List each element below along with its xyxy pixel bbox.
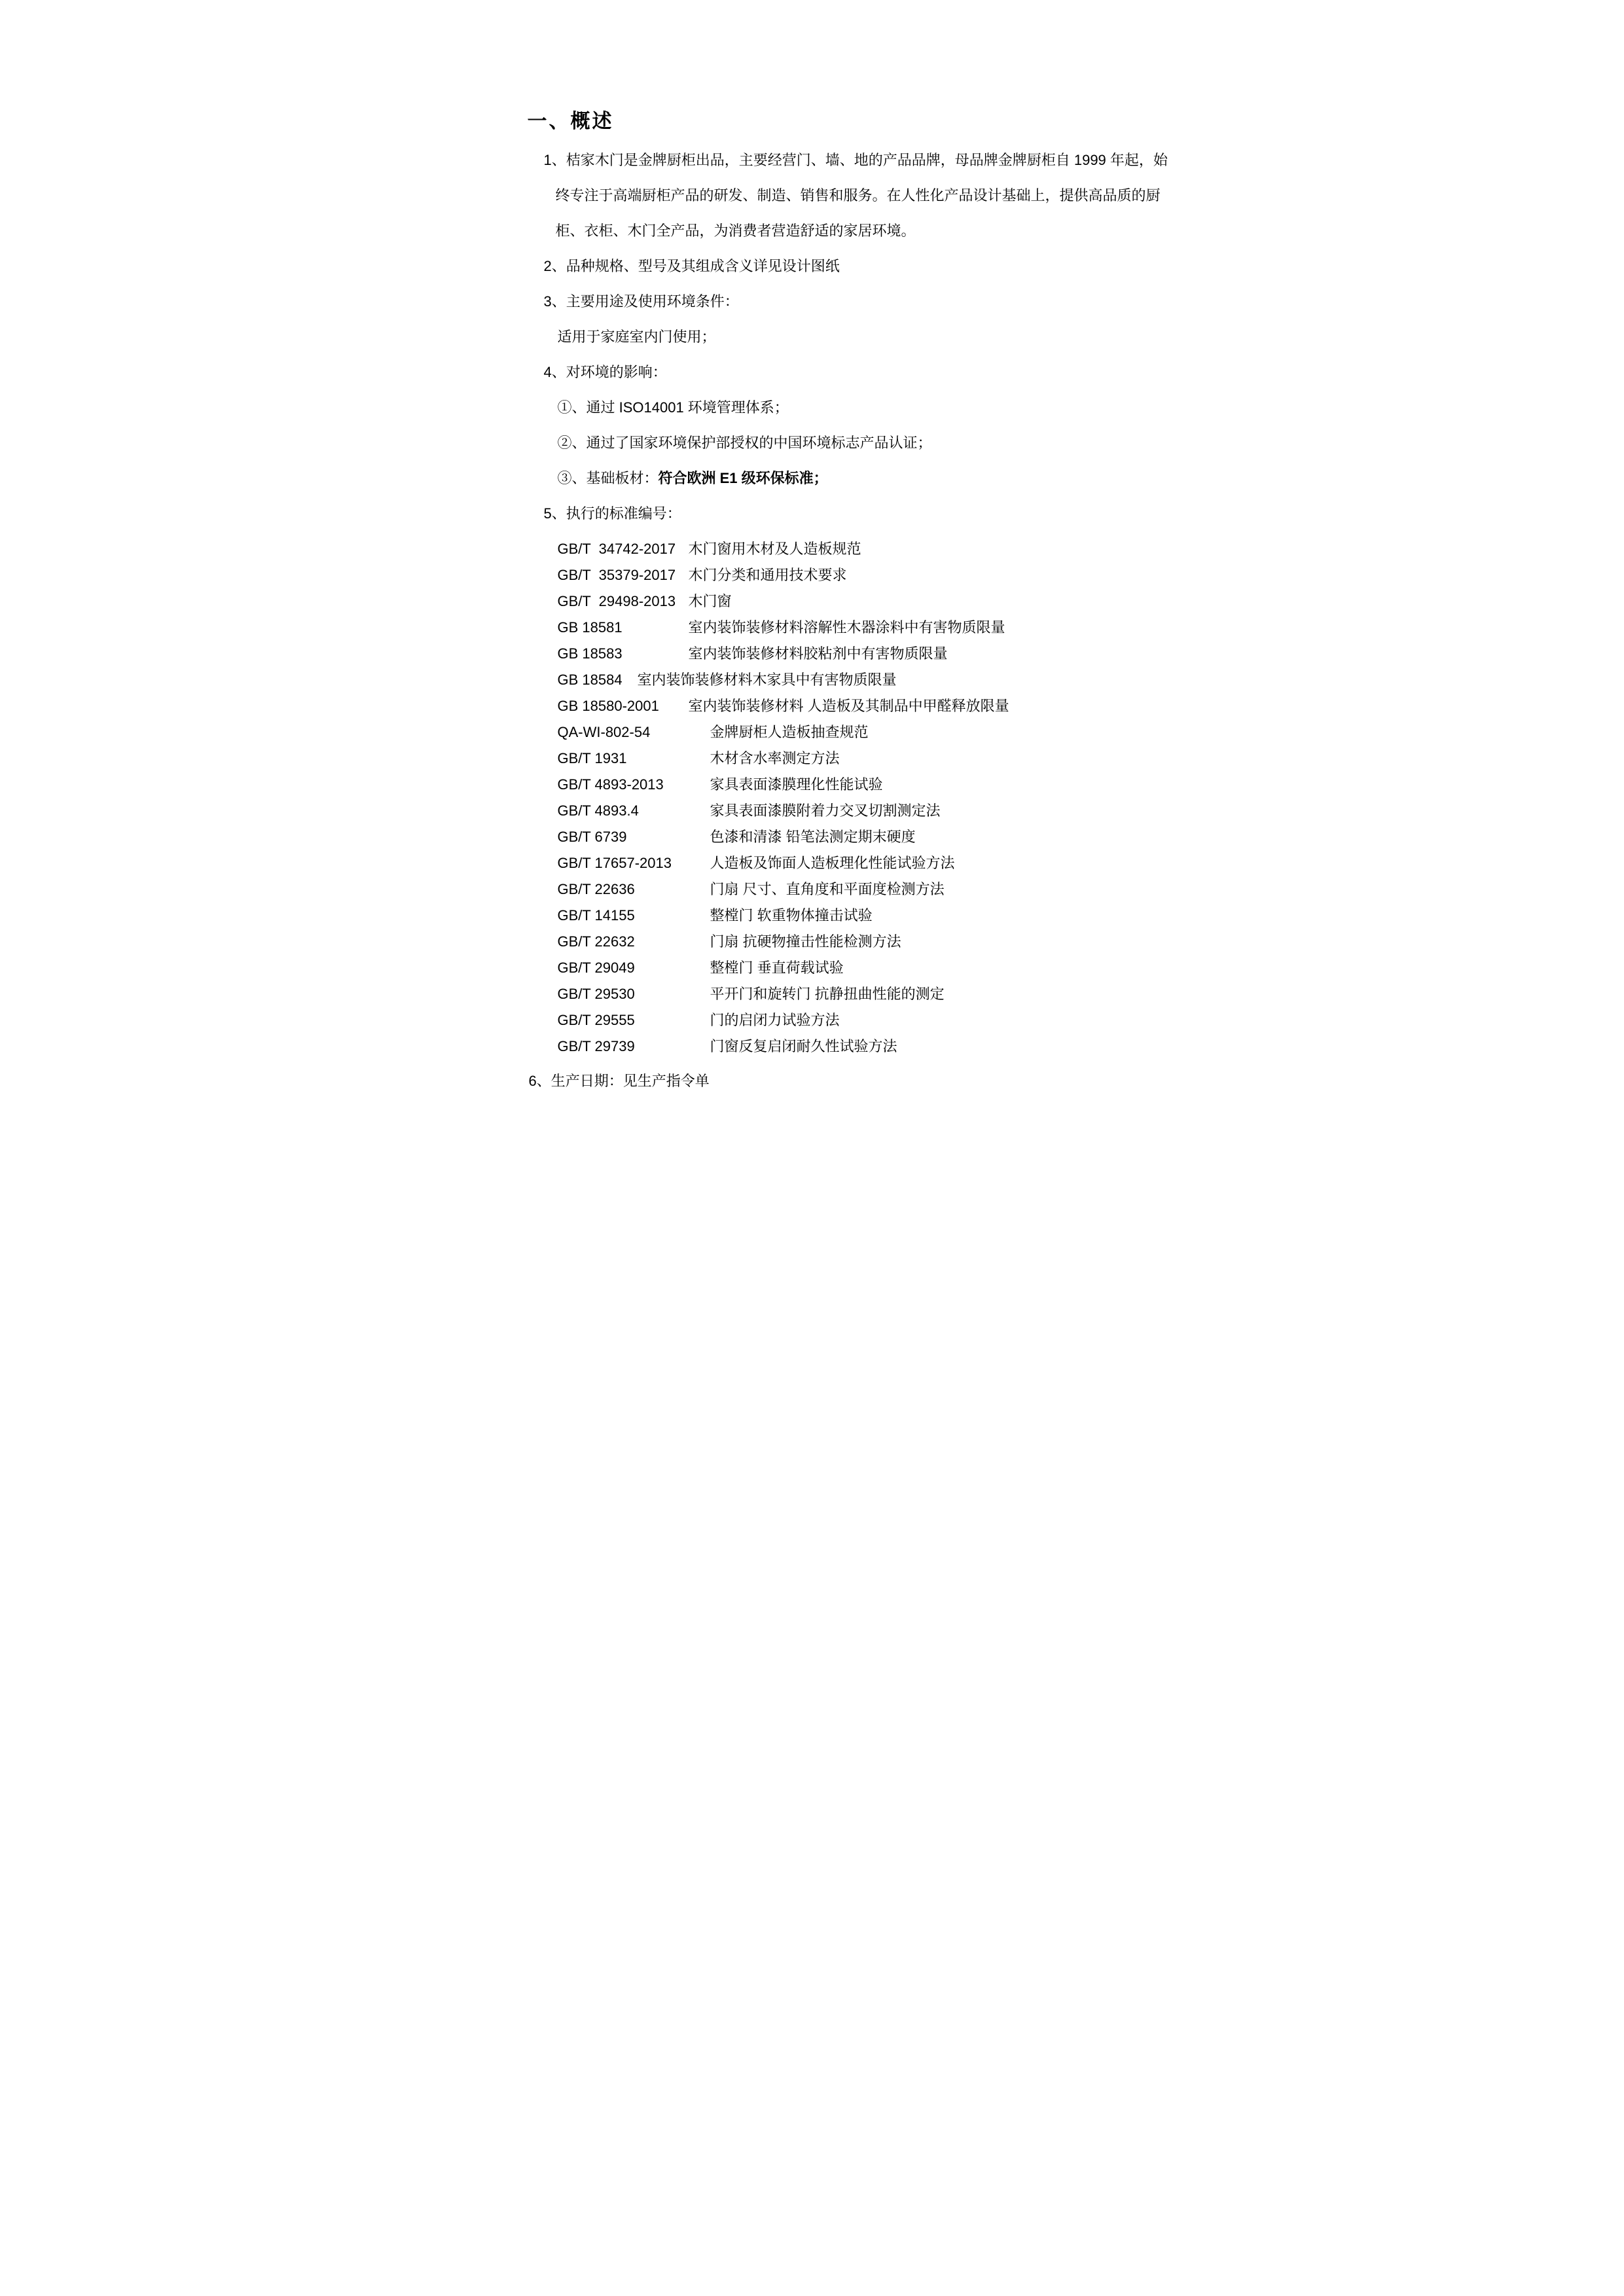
standards-list — [558, 536, 1218, 1060]
item-2: 2、品种规格、型号及其组成含义详见设计图纸 — [543, 258, 840, 274]
standard-code: GB/T 34742-2017 — [557, 541, 676, 557]
standard-name: 室内装饰装修材料 人造板及其制品中甲醛释放限量 — [688, 698, 1009, 714]
standard-name: 室内装饰装修材料溶解性木器涂料中有害物质限量 — [688, 619, 1005, 636]
standard-code: QA-WI-802-54 — [557, 724, 651, 740]
standard-row — [558, 588, 1218, 615]
standard-row — [558, 850, 1218, 876]
standard-name: 人造板及饰面人造板理化性能试验方法 — [710, 855, 955, 871]
standard-code: GB/T 22632 — [557, 933, 635, 950]
item-4-sub-3-prefix: ③、基础板材： — [557, 470, 659, 486]
item-4-sub-3-bold-text: 符合欧洲 E1 级环保标准； — [658, 470, 828, 486]
standard-name: 木门窗 — [688, 593, 732, 609]
standard-code: GB/T 29530 — [557, 986, 635, 1002]
standard-name: 门扇 尺寸、直角度和平面度检测方法 — [710, 881, 945, 897]
standard-name: 木门窗用木材及人造板规范 — [688, 541, 861, 557]
standard-name: 室内装饰装修材料木家具中有害物质限量 — [637, 672, 897, 688]
standard-code: GB/T 29555 — [557, 1012, 635, 1028]
standard-name: 整樘门 软重物体撞击试验 — [710, 907, 873, 924]
item-1-line-3: 柜、衣柜、木门全产品，为消费者营造舒适的家居环境。 — [555, 223, 916, 239]
standard-name: 家具表面漆膜附着力交叉切割测定法 — [710, 802, 941, 819]
standard-row — [558, 772, 1218, 798]
item-1-line-2: 终专注于高端厨柜产品的研发、制造、销售和服务。在人性化产品设计基础上，提供高品质的厨 — [555, 187, 1161, 204]
paragraph-item-1 — [543, 143, 1218, 249]
standard-row — [558, 929, 1218, 955]
item-4-sub-1: ①、通过 ISO14001 环境管理体系； — [557, 399, 789, 416]
standard-row — [558, 562, 1218, 588]
standard-code: GB/T 29049 — [557, 960, 635, 976]
standard-name: 门窗反复启闭耐久性试验方法 — [710, 1038, 897, 1054]
standard-row — [558, 798, 1218, 824]
standard-code: GB/T 4893-2013 — [557, 776, 664, 793]
item-4-sub-3 — [558, 461, 1218, 496]
standard-code: GB/T 6739 — [557, 829, 627, 845]
standard-name: 门扇 抗硬物撞击性能检测方法 — [710, 933, 901, 950]
standard-code: GB/T 14155 — [557, 907, 635, 924]
standard-row — [558, 719, 1218, 745]
standard-name: 木材含水率测定方法 — [710, 750, 840, 766]
item-4-sub-2: ②、通过了国家环境保护部授权的中国环境标志产品认证； — [557, 435, 932, 451]
standard-name: 门的启闭力试验方法 — [710, 1012, 840, 1028]
standard-name: 家具表面漆膜理化性能试验 — [710, 776, 883, 793]
standard-row — [558, 1007, 1218, 1033]
standard-row — [558, 536, 1218, 562]
standard-row — [558, 955, 1218, 981]
standard-row — [558, 693, 1218, 719]
item-3: 3、主要用途及使用环境条件： — [543, 293, 739, 310]
standard-code: GB/T 1931 — [557, 750, 627, 766]
standard-name: 整樘门 垂直荷载试验 — [710, 960, 844, 976]
standard-row — [558, 667, 1218, 693]
standard-row — [558, 876, 1218, 903]
standard-code: GB/T 4893.4 — [557, 802, 639, 819]
standard-name: 平开门和旋转门 抗静扭曲性能的测定 — [710, 986, 945, 1002]
standard-name: 木门分类和通用技术要求 — [688, 567, 847, 583]
standard-row — [558, 1033, 1218, 1060]
item-4: 4、对环境的影响： — [543, 364, 667, 380]
standard-row — [558, 824, 1218, 850]
standard-code: GB/T 29498-2013 — [557, 593, 676, 609]
standard-code: GB 18584 — [557, 672, 623, 688]
standard-row — [558, 981, 1218, 1007]
standard-row — [558, 615, 1218, 641]
standard-row — [558, 903, 1218, 929]
standard-row — [558, 641, 1218, 667]
item-5: 5、执行的标准编号： — [543, 505, 681, 522]
section-title: 一、概述 — [527, 111, 614, 132]
standard-code: GB/T 29739 — [557, 1038, 635, 1054]
standard-name: 室内装饰装修材料胶粘剂中有害物质限量 — [688, 645, 948, 662]
standard-code: GB/T 17657-2013 — [557, 855, 672, 871]
item-1-line-1: 1、桔家木门是金牌厨柜出品，主要经营门、墙、地的产品品牌，母品牌金牌厨柜自 1999 年起，始 — [543, 152, 1168, 168]
standard-code: GB/T 22636 — [557, 881, 635, 897]
standard-code: GB 18581 — [557, 619, 623, 636]
standard-row — [558, 745, 1218, 772]
document-page — [406, 0, 1218, 1148]
standard-name: 金牌厨柜人造板抽查规范 — [710, 724, 869, 740]
item-6: 6、生产日期：见生产指令单 — [528, 1073, 710, 1089]
standard-name: 色漆和清漆 铅笔法测定期末硬度 — [710, 829, 916, 845]
standard-code: GB 18583 — [557, 645, 623, 662]
standard-code: GB/T 35379-2017 — [557, 567, 676, 583]
standard-code: GB 18580-2001 — [557, 698, 659, 714]
item-3-sub: 适用于家庭室内门使用； — [557, 329, 716, 345]
